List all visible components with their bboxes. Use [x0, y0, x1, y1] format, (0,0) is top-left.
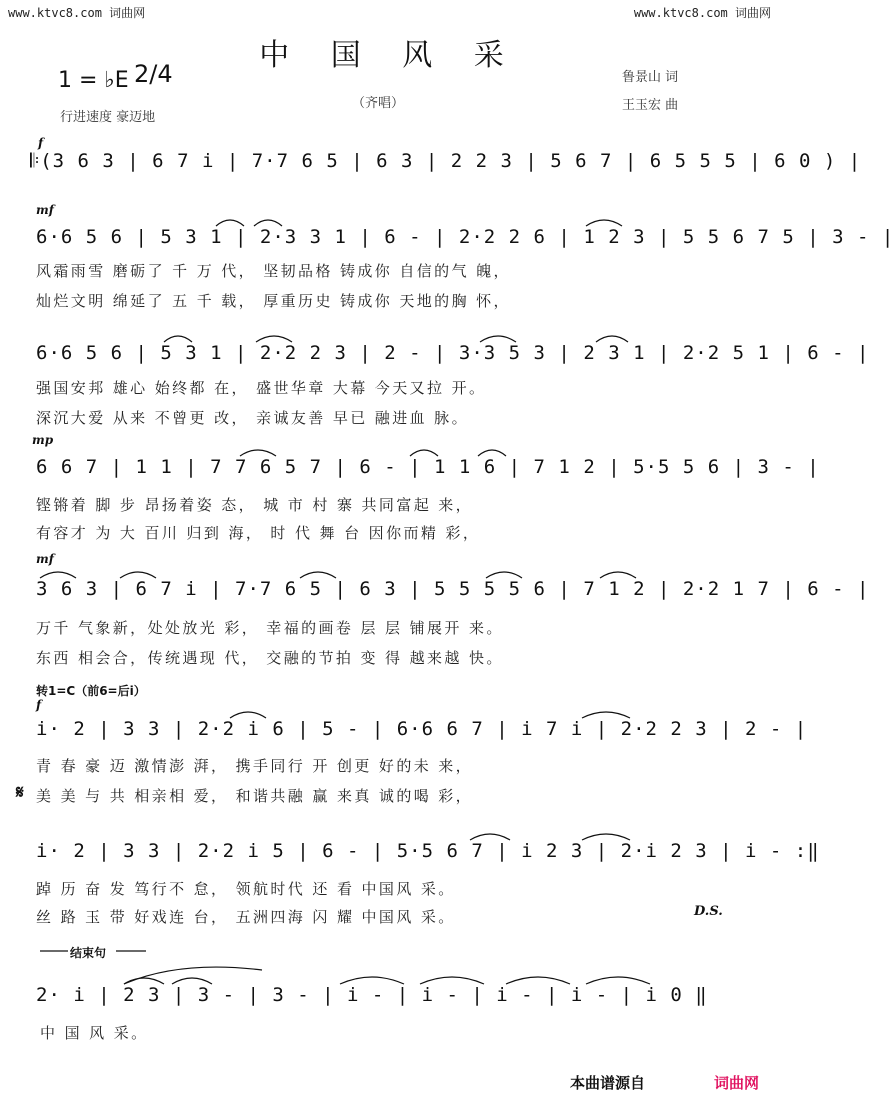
notation-line: 6·6 5 6 | 5 3 1 | 2·2 2 3 | 2 - | 3·3 5 3 | 2 3 1 | 2·2 5 1 | 6 - |: [36, 342, 870, 364]
dynamic-marking: mp: [32, 433, 54, 447]
notation-line: 2· i | 2 3 | 3 - | 3 - | i - | i - | i - | i - | i 0 ‖: [36, 984, 708, 1006]
lyric-line: 东西 相会合，传统遇现 代， 交融的节拍 变 得 越来越 快。: [36, 649, 504, 667]
song-title: 中 国 风 采: [259, 38, 520, 73]
lyric-line: 丝 路 玉 带 好戏连 台， 五洲四海 闪 耀 中国风 采。: [36, 908, 456, 926]
composer-credit: 王玉宏 曲: [622, 98, 679, 113]
site-link-right[interactable]: www.ktvc8.com 词曲网: [633, 6, 771, 20]
notation-line: 3 6 3 | 6 7 i | 7·7 6 5 | 6 3 | 5 5 5 5 6 | 7 1 2 | 2·2 1 7 | 6 - |: [36, 578, 870, 600]
prelude-notes: 𝄆(3 6 3 | 6 7 i | 7·7 6 5 | 6 3 | 2 2 3 | 5 6 7 | 6 5 5 5 | 6 0 ) |: [30, 150, 862, 172]
notation-line: i· 2 | 3 3 | 2·2 i 5 | 6 - | 5·5 6 7 | i 2 3 | 2·i 2 3 | i - :‖: [36, 840, 820, 862]
chorus-label: （齐唱）: [352, 96, 405, 111]
ds-marking: D.S.: [694, 904, 723, 919]
lyric-line: 风霜雨雪 磨砺了 千 万 代， 坚韧品格 铸成你 自信的气 魄，: [36, 262, 511, 280]
key-signature: 1 = ♭E: [58, 68, 129, 93]
segno-sign: 𝄋: [16, 782, 24, 803]
lyric-line: 踔 历 奋 发 笃行不 怠， 领航时代 还 看 中国风 采。: [36, 880, 456, 898]
tempo-marking: 行进速度 豪迈地: [60, 110, 156, 125]
lyric-line: 灿烂文明 绵延了 五 千 载， 厚重历史 铸成你 天地的胸 怀，: [36, 292, 511, 310]
footer-source-text: 本曲谱源自: [570, 1074, 646, 1092]
lyricist-credit: 鲁景山 词: [622, 70, 679, 85]
time-signature: 2/4: [134, 60, 173, 88]
lyric-line: 青 春 豪 迈 激情澎 湃， 携手同行 开 创更 好的未 来，: [36, 757, 474, 775]
dynamic-marking: mf: [36, 203, 54, 217]
lyric-line: 万千 气象新，处处放光 彩， 幸福的画卷 层 层 铺展开 来。: [36, 619, 504, 637]
lyric-line: 深沉大爱 从来 不曾更 改， 亲诚友善 早已 融进血 脉。: [36, 409, 469, 427]
dynamic-marking: mf: [36, 552, 54, 566]
lyric-line: 美 美 与 共 相亲相 爱， 和谐共融 赢 来真 诚的喝 彩，: [36, 787, 474, 805]
coda-label: 结束句: [70, 946, 107, 960]
notation-line: 6 6 7 | 1 1 | 7 7 6 5 7 | 6 - | 1 1 6 | 7 1 2 | 5·5 5 6 | 3 - |: [36, 456, 820, 478]
lyric-line: 中 国 风 采。: [40, 1024, 149, 1042]
lyric-line: 有容才 为 大 百川 归到 海， 时 代 舞 台 因你而精 彩，: [36, 524, 481, 542]
dynamic-marking: f: [36, 698, 42, 712]
site-link-left[interactable]: www.ktvc8.com 词曲网: [8, 6, 146, 20]
lyric-line: 铿锵着 脚 步 昂扬着姿 态， 城 市 村 寨 共同富起 来，: [36, 496, 474, 514]
modulation-marking: 转1=C（前6=后i）: [36, 684, 146, 698]
footer-site-logo[interactable]: 词曲网: [714, 1074, 760, 1092]
dynamic-marking: f: [38, 136, 44, 150]
notation-line: i· 2 | 3 3 | 2·2 i 6 | 5 - | 6·6 6 7 | i 7 i | 2·2 2 3 | 2 - |: [36, 718, 808, 740]
lyric-line: 强国安邦 雄心 始终都 在， 盛世华章 大幕 今天又拉 开。: [36, 379, 487, 397]
notation-line: 6·6 5 6 | 5 3 1 | 2·3 3 1 | 6 - | 2·2 2 6 | 1 2 3 | 5 5 6 7 5 | 3 - |: [36, 226, 894, 248]
